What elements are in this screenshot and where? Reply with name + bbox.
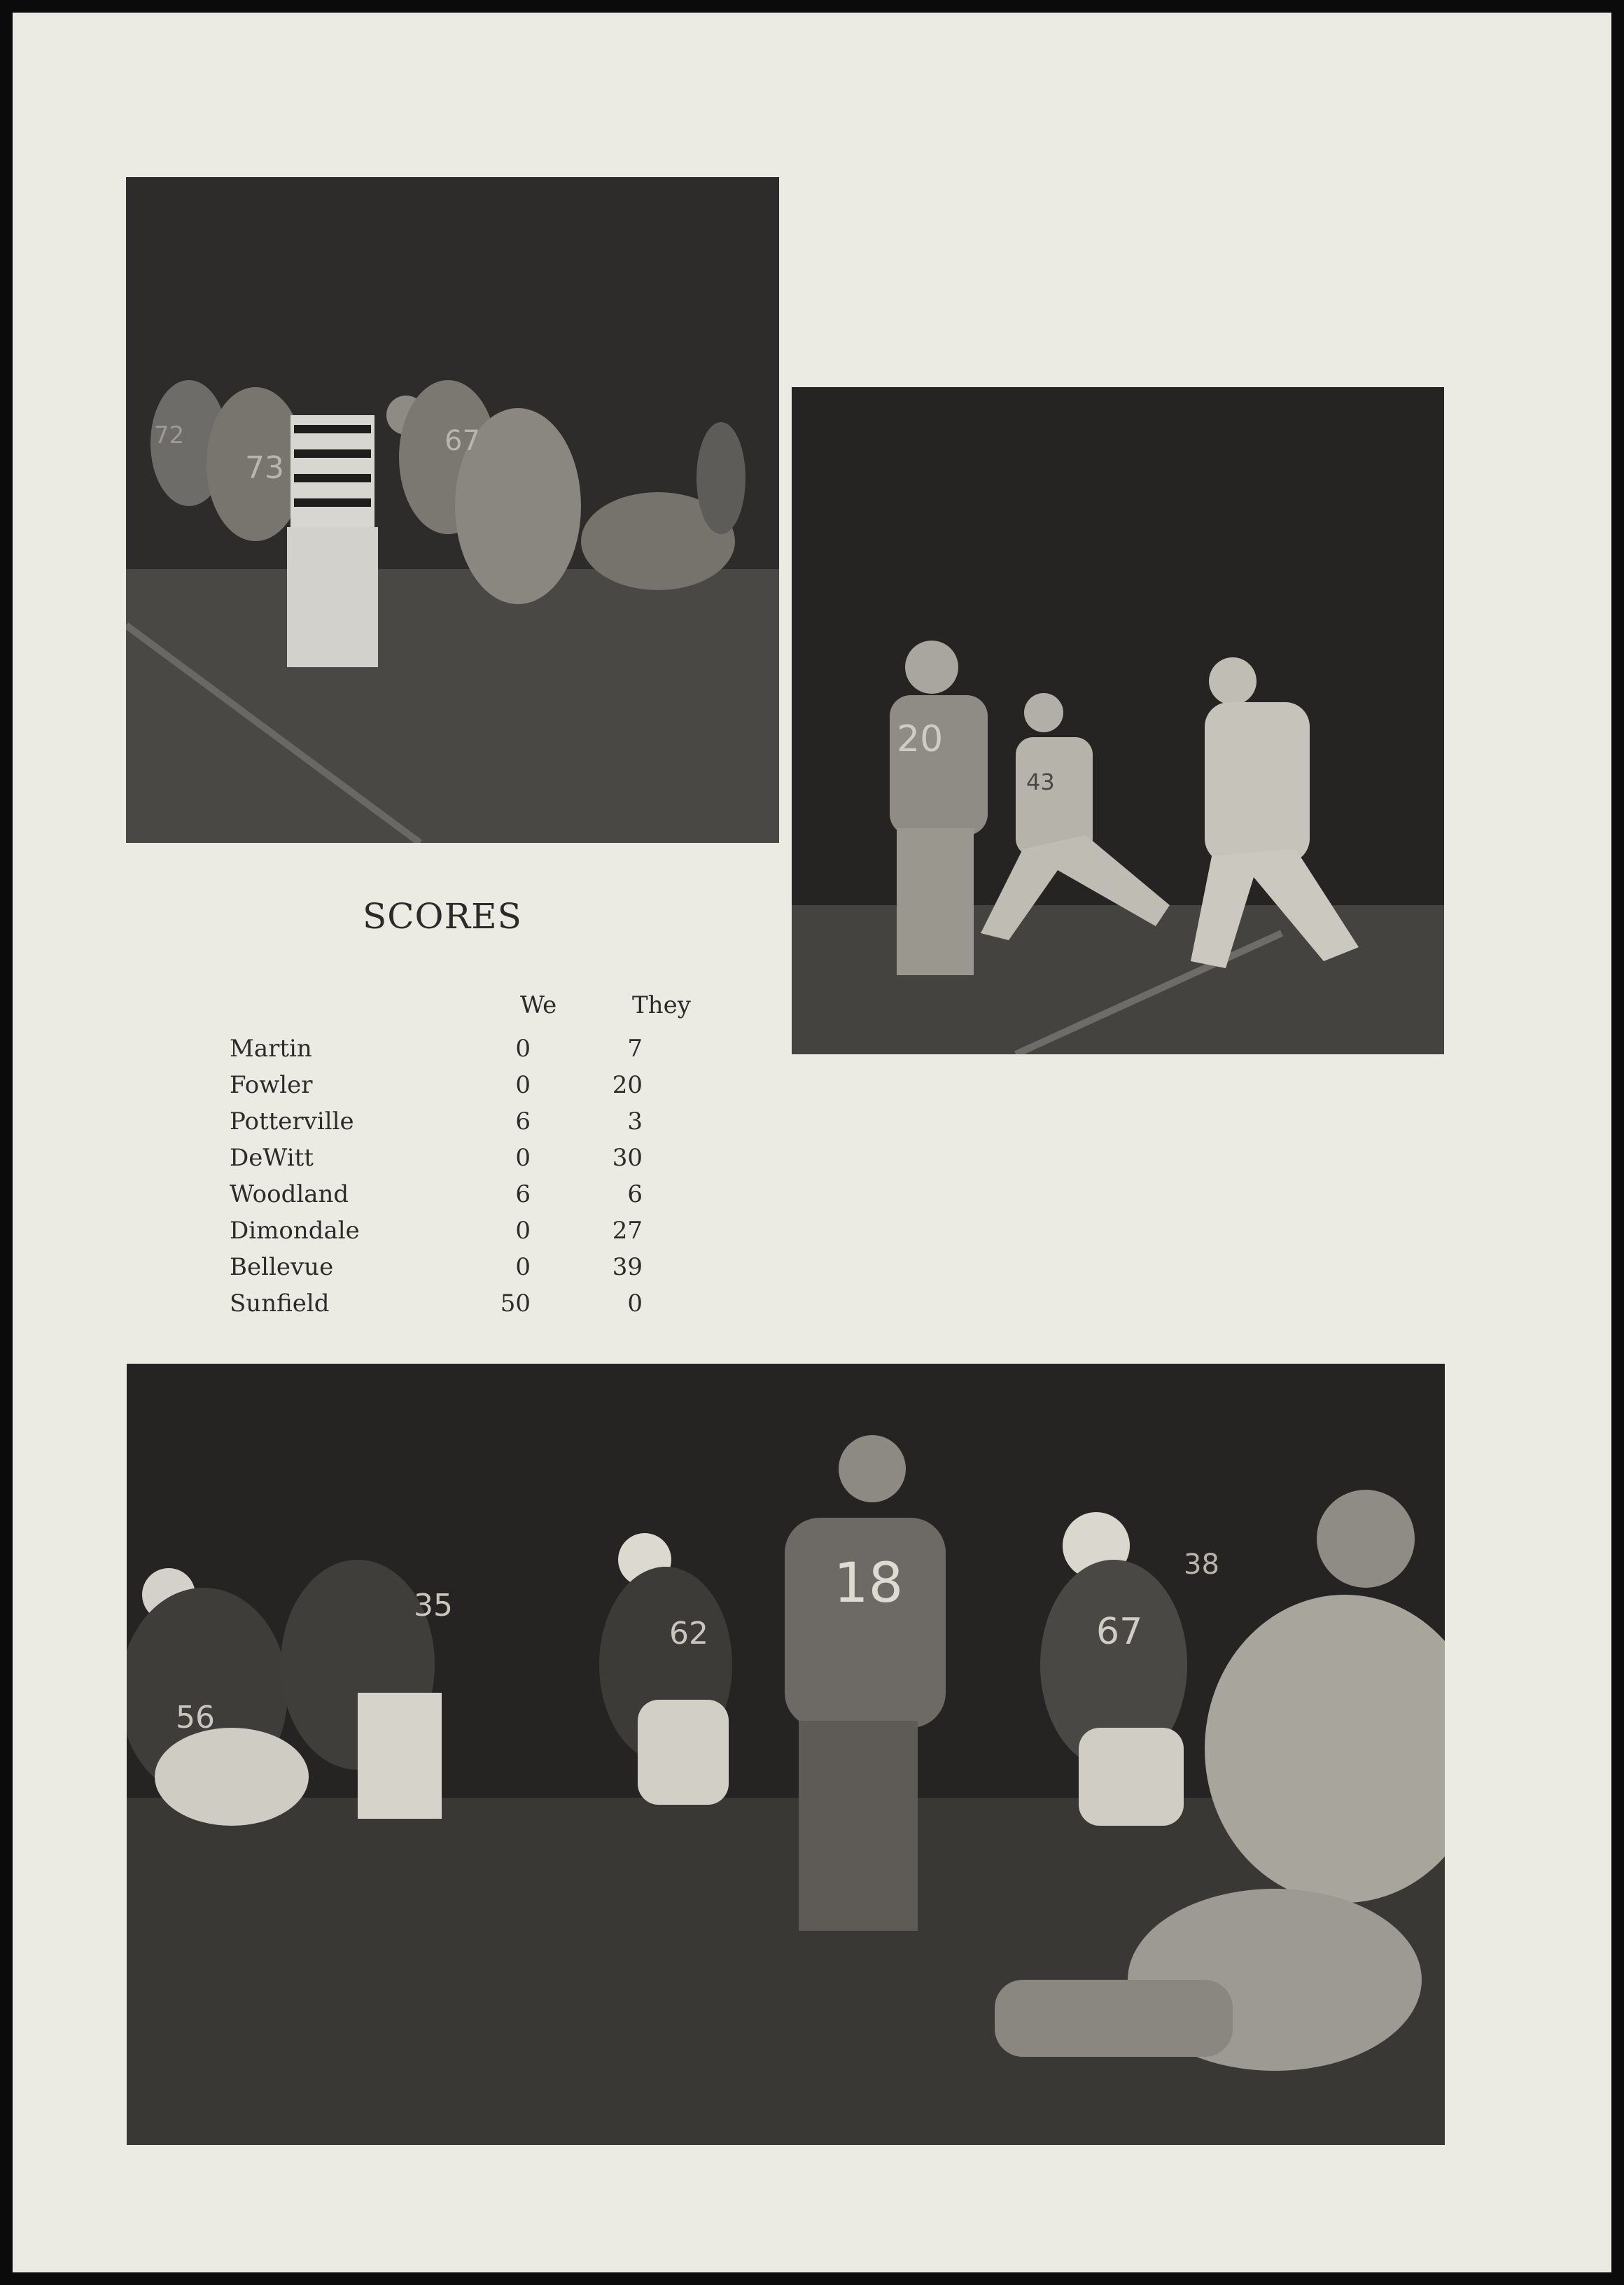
jersey-number: 62 (669, 1616, 708, 1651)
score-row (230, 1107, 706, 1142)
jersey-number: 67 (1096, 1611, 1143, 1653)
jersey-number: 72 (154, 421, 185, 449)
score-we: 50 (500, 1290, 531, 1318)
football-photo-bottom (127, 1364, 1445, 2145)
score-row (230, 1144, 706, 1179)
score-row (230, 1180, 706, 1215)
team-name: Woodland (230, 1180, 349, 1208)
score-we: 6 (515, 1107, 531, 1135)
jersey-number: 67 (444, 425, 480, 457)
score-they: 39 (612, 1253, 643, 1281)
column-header-they: They (632, 991, 691, 1019)
team-name: Martin (230, 1035, 312, 1063)
jersey-number: 18 (834, 1552, 904, 1615)
score-they: 0 (627, 1290, 643, 1318)
jersey-number: 73 (245, 450, 284, 486)
score-we: 0 (515, 1253, 531, 1281)
column-header-we: We (520, 991, 557, 1019)
score-they: 7 (627, 1035, 643, 1063)
score-row (230, 1217, 706, 1252)
scores-title: SCORES (363, 896, 522, 937)
score-we: 6 (515, 1180, 531, 1208)
football-photo-top-left (126, 177, 779, 843)
score-we: 0 (515, 1035, 531, 1063)
score-they: 30 (612, 1144, 643, 1172)
score-row (230, 1253, 706, 1288)
jersey-number: 43 (1026, 769, 1055, 795)
score-row (230, 1290, 706, 1325)
football-photo-top-right (792, 387, 1444, 1054)
score-we: 0 (515, 1217, 531, 1245)
jersey-number: 35 (414, 1588, 453, 1623)
team-name: Sunfield (230, 1290, 330, 1318)
jersey-number: 56 (176, 1700, 215, 1735)
team-name: Potterville (230, 1107, 354, 1135)
team-name: Fowler (230, 1071, 313, 1099)
score-they: 27 (612, 1217, 643, 1245)
score-row (230, 1035, 706, 1070)
score-they: 6 (627, 1180, 643, 1208)
score-we: 0 (515, 1144, 531, 1172)
score-we: 0 (515, 1071, 531, 1099)
score-they: 3 (627, 1107, 643, 1135)
yearbook-page (13, 13, 1611, 2272)
jersey-number: 38 (1184, 1549, 1219, 1581)
team-name: Bellevue (230, 1253, 334, 1281)
team-name: Dimondale (230, 1217, 360, 1245)
score-they: 20 (612, 1071, 643, 1099)
team-name: DeWitt (230, 1144, 314, 1172)
jersey-number: 20 (897, 718, 944, 760)
score-row (230, 1071, 706, 1106)
